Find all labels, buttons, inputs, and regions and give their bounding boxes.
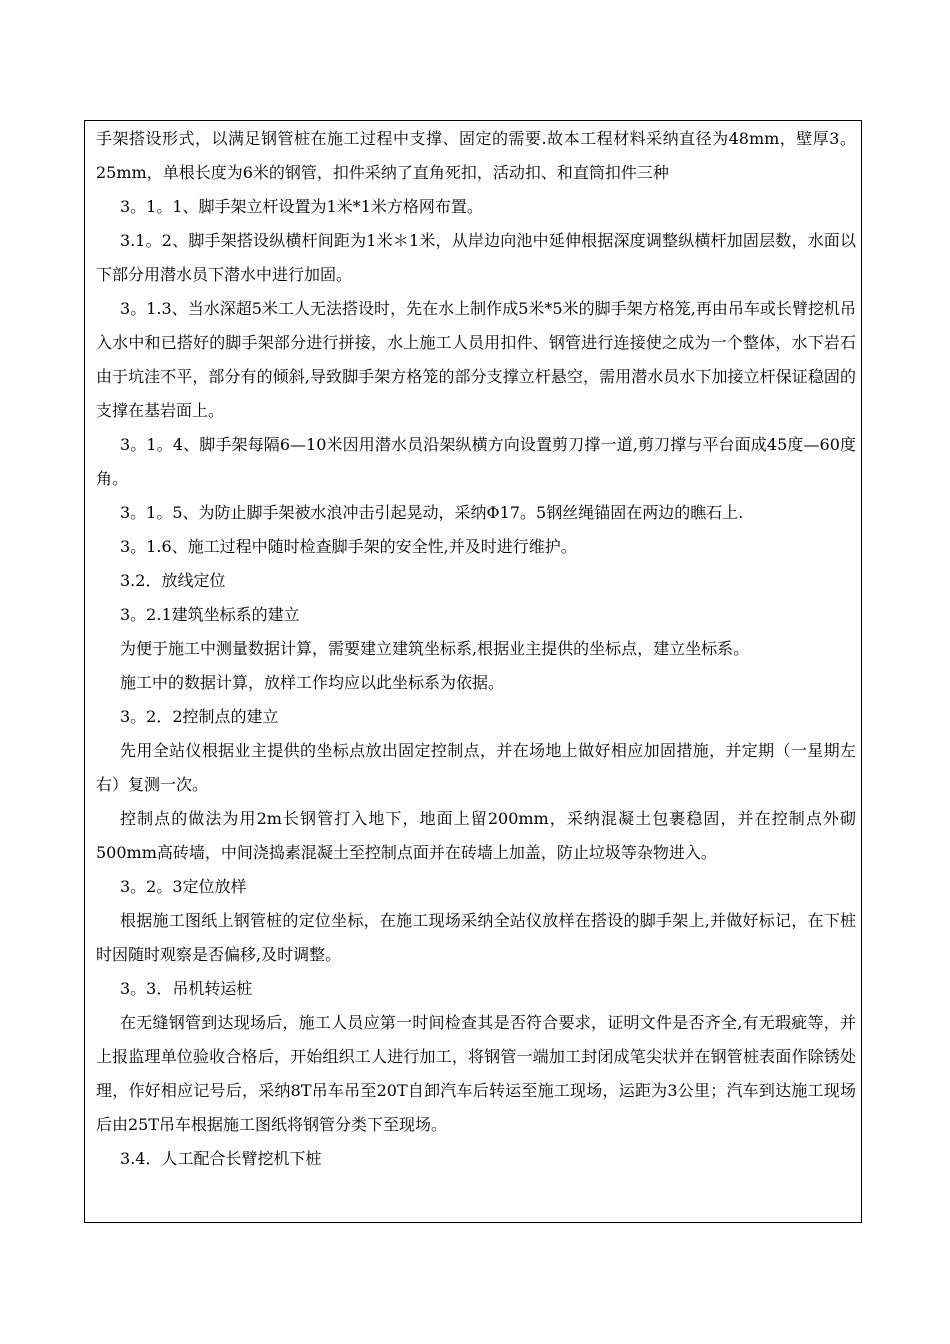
heading-3-2-2: 3。2．2控制点的建立: [120, 707, 279, 726]
paragraph-continuation: 手架搭设形式，以满足钢管桩在施工过程中支撑、固定的需要.故本工程材料采纳直径为48mm，壁厚3。25mm，单根长度为6米的钢管，扣件采纳了直角死扣，活动扣、和直筒扣件三种: [96, 129, 856, 182]
paragraph-3-1-1: 3。1。1、脚手架立杆设置为1米*1米方格网布置。: [120, 197, 483, 216]
heading-3-2-3: 3。2。3定位放样: [120, 877, 247, 896]
paragraph-coordinate-basis: 施工中的数据计算，放样工作均应以此坐标系为依据。: [120, 673, 505, 692]
paragraph-control-point-setup: 先用全站仪根据业主提供的坐标点放出固定控制点，并在场地上做好相应加固措施，并定期（一星期左右）复测一次。: [96, 741, 856, 794]
paragraph-pile-transport: 在无缝钢管到达现场后，施工人员应第一时间检查其是否符合要求，证明文件是否齐全,有无瑕疵等，并上报监理单位验收合格后，开始组织工人进行加工，将钢管一端加工封闭成笔尖状并在钢管桩表面作除锈处理，作好相应记号后，采纳8T吊车吊至20T自卸汽车后转运至施工现场，运距为3公里；汽车到达施工现场后由25T吊车根据施工图纸将钢管分类下至现场。: [96, 1013, 856, 1134]
paragraph-control-point-method: 控制点的做法为用2m长钢管打入地下，地面上留200mm，采纳混凝土包裹稳固，并在控制点外砌500mm高砖墙，中间浇捣素混凝土至控制点面并在砖墙上加盖，防止垃圾等杂物进入。: [96, 809, 856, 862]
heading-3-3: 3。3．吊机转运桩: [120, 979, 253, 998]
paragraph-3-1-2: 3.1。2、脚手架搭设纵横杆间距为1米＊1米，从岸边向池中延伸根据深度调整纵横杆加固层数，水面以下部分用潜水员下潜水中进行加固。: [96, 231, 856, 284]
paragraph-3-1-5: 3。1。5、为防止脚手架被水浪冲击引起晃动，采纳Φ17。5钢丝绳锚固在两边的瞧石上.: [120, 503, 744, 522]
paragraph-3-1-6: 3。1.6、施工过程中随时检查脚手架的安全性,并及时进行维护。: [120, 537, 577, 556]
heading-3-4: 3.4．人工配合长臂挖机下桩: [120, 1149, 322, 1168]
heading-3-2-1: 3。2.1建筑坐标系的建立: [120, 605, 300, 624]
paragraph-coordinate-system: 为便于施工中测量数据计算，需要建立建筑坐标系,根据业主提供的坐标点，建立坐标系。: [120, 639, 750, 658]
heading-3-2: 3.2．放线定位: [120, 571, 226, 590]
paragraph-3-1-4: 3。1。4、脚手架每隔6—10米因用潜水员沿架纵横方向设置剪刀撑一道,剪刀撑与平台面成45度—60度角。: [96, 435, 856, 488]
paragraph-3-1-3: 3。1.3、当水深超5米工人无法搭设时，先在水上制作成5米*5米的脚手架方格笼,再由吊车或长臂挖机吊入水中和已搭好的脚手架部分进行拼接，水上施工人员用扣件、钢管进行连接使之成为一个整体，水下岩石由于坑洼不平，部分有的倾斜,导致脚手架方格笼的部分支撑立杆悬空，需用潜水员水下加接立杆保证稳固的支撑在基岩面上。: [96, 299, 856, 420]
paragraph-positioning: 根据施工图纸上钢管桩的定位坐标，在施工现场采纳全站仪放样在搭设的脚手架上,并做好标记，在下桩时因随时观察是否偏移,及时调整。: [96, 911, 856, 964]
document-body: [96, 122, 856, 1176]
